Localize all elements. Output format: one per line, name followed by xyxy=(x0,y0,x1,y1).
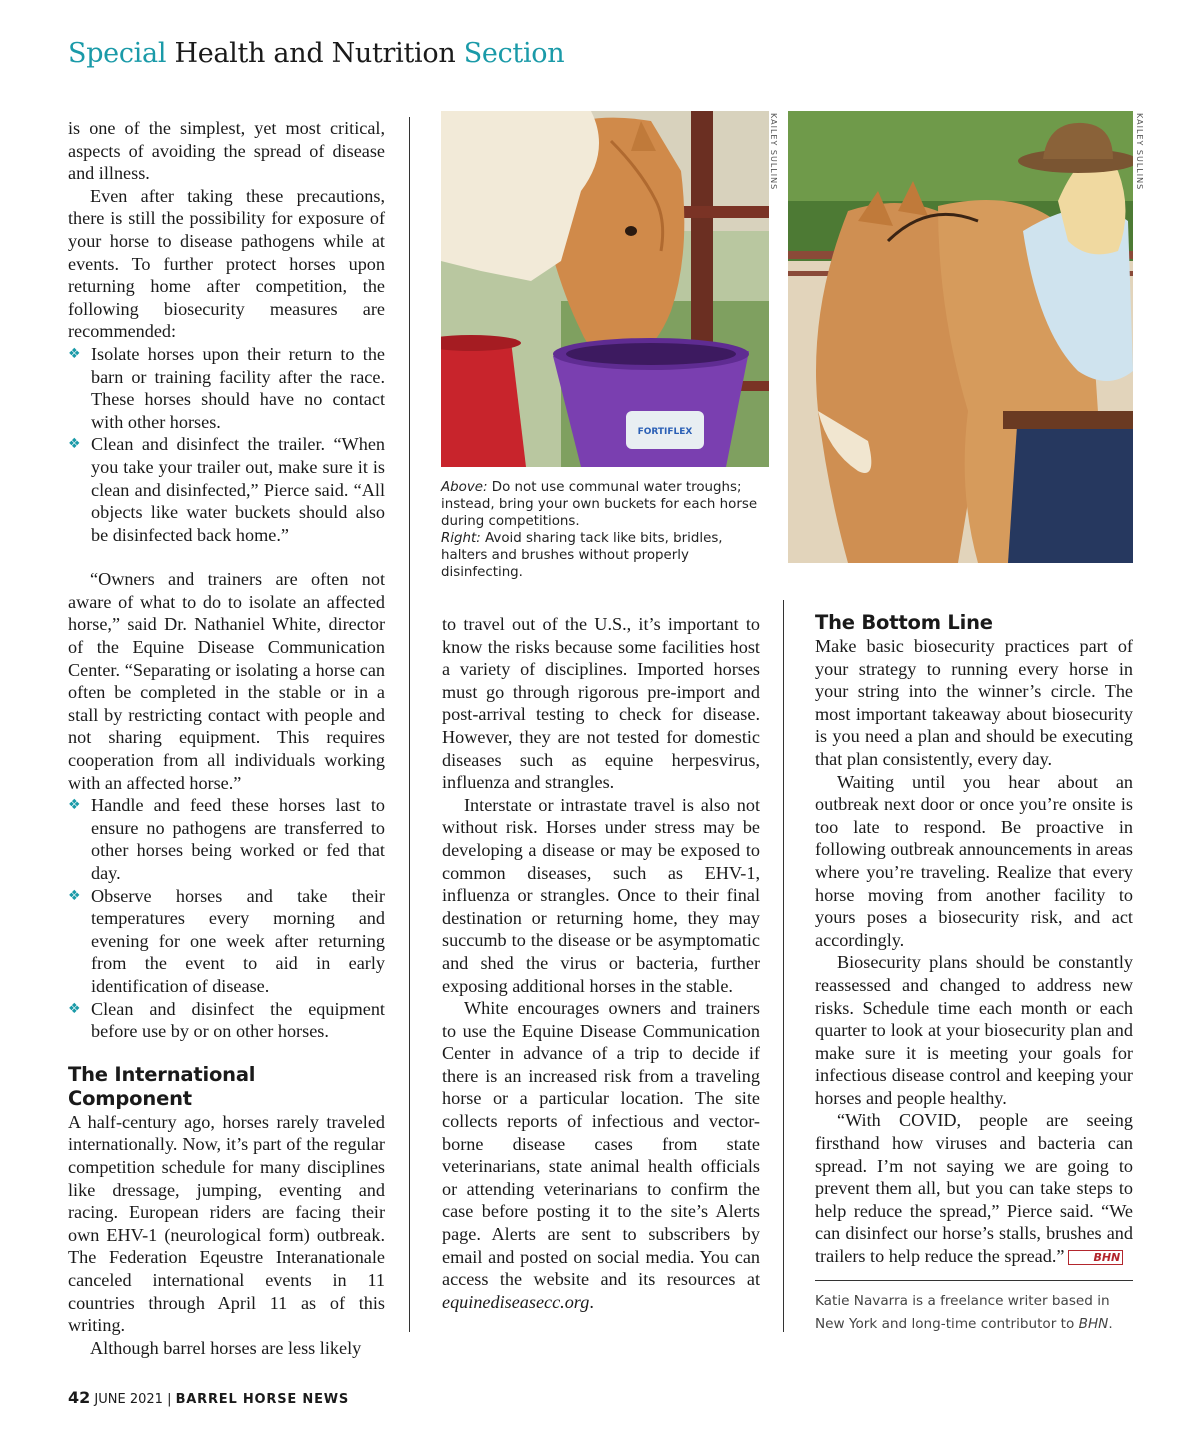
bhn-end-logo: BHN xyxy=(1068,1250,1123,1265)
paragraph: Although barrel horses are less likely xyxy=(90,1337,362,1358)
page-footer xyxy=(68,1388,349,1407)
article-column-1 xyxy=(68,117,385,1359)
list-item: ❖ Clean and disinfect the equipment before use by or on other horses. xyxy=(68,998,385,1042)
column-divider xyxy=(783,600,784,1332)
column-divider xyxy=(409,117,410,1332)
article-column-3 xyxy=(815,611,1133,1268)
caption-label: Right: xyxy=(441,531,481,546)
footer-separator: | xyxy=(167,1392,172,1407)
section-header xyxy=(68,38,564,69)
bullet-list xyxy=(68,794,385,1043)
diamond-bullet-icon: ❖ xyxy=(68,436,81,453)
paragraph: Waiting until you hear about an outbreak next door or once you’re onsite is too late to respond. Be proactive in following outbreak announcements in areas where you’re traveling. Realize that every horse moving from another facility to yours poses a biosecurity risk, and act accordingly. xyxy=(815,771,1133,950)
paragraph: “Owners and trainers are often not aware of what to do to isolate an affected horse,” said Dr. Nathaniel White, director of the Equine Disease Communication Center. “Separating or isolating a horse can often be completed in the stable or in a stall by restricting contact with people and not sharing equipment. This requires cooperation from all individuals working with an affected horse.” xyxy=(68,569,385,793)
paragraph: A half-century ago, horses rarely traveled internationally. Now, it’s part of the regular competition schedule for many disciplines like dressage, jumping, eventing and racing. European riders are facing their own EHV-1 (neurological form) outbreak. The Federation Eqeustre Interanationale canceled international events in 11 countries through April 11 as of this writing. xyxy=(68,1111,385,1336)
bucket-label: FORTIFLEX xyxy=(637,427,693,437)
paragraph: Even after taking these precautions, there is still the possibility for exposure of your horse to disease pathogens while at events. To further protect horses upon returning home after competition, the following biosecurity measures are recommended: xyxy=(68,185,385,342)
caption-label: Above: xyxy=(441,480,488,495)
diamond-bullet-icon: ❖ xyxy=(68,1000,81,1017)
paragraph: Interstate or intrastate travel is also not without risk. Horses under stress may be developing a disease or may be exposed to common diseases, such as EHV-1, influenza or strangles. Once to their final destination or returning home, they may succumb to the disease or be asymptomatic and shed the virus or bacteria, further exposing additional horses in the stable. xyxy=(442,794,760,996)
photo-rider-bridle xyxy=(788,111,1133,563)
paragraph: Biosecurity plans should be constantly reassessed and changed to address new risks. Schedule time each month or each quarter to look at your biosecurity plan and make sure it is meeting your goals for infectious disease control and keeping your horses and people healthy. xyxy=(815,952,1133,1108)
website-link[interactable]: equinediseasecc.org xyxy=(442,1291,590,1312)
horse-bucket-illustration xyxy=(441,111,769,467)
paragraph: White encourages owners and trainers to use the Equine Disease Communication Center in advance of a trip to decide if there is an increased risk from a traveling horse or a particular location. The site collects reports of infectious and vector-borne disease cases from state veterinarians, state animal health officials or attending veterinarians to confirm the case before posting it to the site’s Alerts page. Alerts are sent to subscribers by email and posted on social media. You can access the website and its resources at equinediseasecc.org. xyxy=(442,998,760,1312)
publication-name: BARREL HORSE NEWS xyxy=(175,1392,350,1407)
list-item: ❖ Observe horses and take their temperatures every morning and evening for one week after returning from the event to aid in early identification of disease. xyxy=(68,885,385,996)
header-title: Health and Nutrition xyxy=(174,38,456,69)
page-number: 42 xyxy=(68,1388,91,1407)
list-item: ❖ Clean and disinfect the trailer. “When you take your trailer out, make sure it is clean and disinfected,” Pierce said. “All objects like water buckets should also be disinfected back home.” xyxy=(68,434,385,545)
photo-caption: Above: Do not use communal water troughs; instead, bring your own buckets for each horse during competitions. Right: Avoid sharing tack like bits, bridles, halters and brushes without properly disinfecting. xyxy=(441,480,758,580)
diamond-bullet-icon: ❖ xyxy=(68,797,81,814)
photo-credit: KAILEY SULLINS xyxy=(1135,113,1144,191)
bullet-list xyxy=(68,343,385,546)
issue-date: JUNE 2021 xyxy=(94,1392,163,1407)
photo-horse-drinking xyxy=(441,111,769,467)
author-bio: Katie Navarra is a freelance writer based in New York and long-time contributor to BHN. xyxy=(815,1293,1113,1332)
bio-divider xyxy=(815,1280,1133,1281)
paragraph: “With COVID, people are seeing firsthand how viruses and bacteria can spread. I’m not saying we are going to prevent them all, but you can take steps to help reduce the spread,” Pierce said. “We can disinfect our horse’s stalls, brushes and trailers to help reduce the spread.” BHN xyxy=(815,1110,1133,1267)
list-item: ❖ Isolate horses upon their return to the barn or training facility after the race. These horses should have no contact with other horses. xyxy=(68,343,385,432)
photo-credit: KAILEY SULLINS xyxy=(769,113,778,191)
section-heading: The International Component xyxy=(68,1062,256,1110)
header-section: Section xyxy=(463,38,565,69)
paragraph: to travel out of the U.S., it’s important to know the risks because some facilities host a variety of disciplines. Imported horses must go through rigorous pre-import and post-arrival testing to check for disease. However, they are not tested for domestic diseases such as equine herpesvirus, influenza and strangles. xyxy=(442,614,760,793)
paragraph: is one of the simplest, yet most critical, aspects of avoiding the spread of disease and illness. xyxy=(68,118,385,184)
diamond-bullet-icon: ❖ xyxy=(68,887,81,904)
diamond-bullet-icon: ❖ xyxy=(68,345,81,362)
rider-horse-illustration xyxy=(788,111,1133,563)
list-item: ❖ Handle and feed these horses last to ensure no pathogens are transferred to other horses being worked or fed that day. xyxy=(68,795,385,883)
paragraph: Make basic biosecurity practices part of your strategy to running every horse in your string into the winner’s circle. The most important takeaway about biosecurity is you need a plan and should be executing that plan consistently, every day. xyxy=(815,636,1133,769)
header-special: Special xyxy=(68,38,167,69)
article-column-2 xyxy=(442,613,760,1313)
section-heading: The Bottom Line xyxy=(815,611,993,634)
